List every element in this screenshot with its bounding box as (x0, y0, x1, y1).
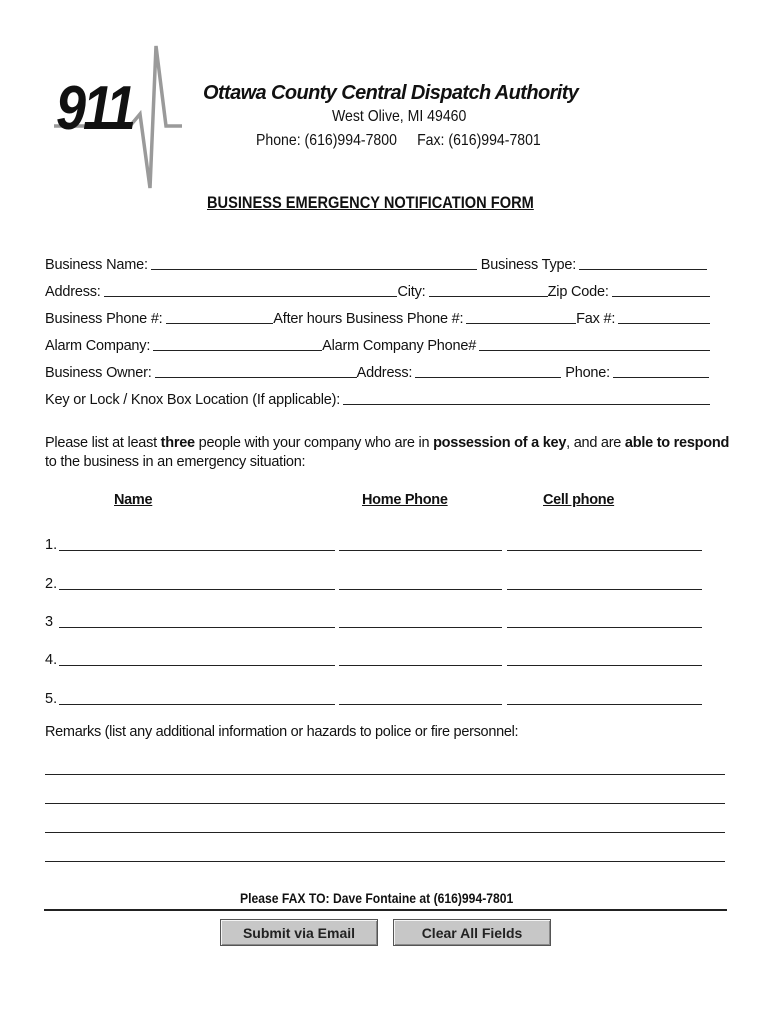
key-location-label: Key or Lock / Knox Box Location (If applicable): (45, 392, 341, 408)
keyholder-name-field[interactable] (59, 626, 335, 628)
alarm-company-phone-label: Alarm Company Phone# (322, 338, 477, 354)
address-field[interactable] (104, 282, 398, 297)
keyholder-cell-phone-field[interactable] (507, 588, 702, 590)
logo-text: 911 (56, 73, 134, 143)
keyholder-home-phone-field[interactable] (339, 703, 502, 705)
instructions-text: Please list at least (45, 435, 161, 451)
org-name: Ottawa County Central Dispatch Authority (203, 82, 579, 104)
org-contact-line (256, 132, 541, 150)
after-hours-phone-label: After hours Business Phone #: (273, 311, 464, 327)
zip-code-label: Zip Code: (547, 284, 609, 300)
after-hours-phone-field[interactable] (466, 309, 576, 324)
city-label: City: (397, 284, 426, 300)
footer-divider (44, 909, 727, 911)
owner-phone-label: Phone: (565, 365, 610, 381)
keyholder-row (45, 646, 705, 668)
911-logo (52, 44, 184, 190)
business-phone-field[interactable] (166, 309, 274, 324)
instructions-emphasis: possession of a key (433, 435, 567, 451)
instructions-text: people with your company who are in (194, 435, 434, 451)
instructions-emphasis: able to respond (624, 435, 730, 451)
keyholder-name-field[interactable] (59, 703, 335, 705)
field-row-address (45, 278, 710, 300)
fax-number-field[interactable] (618, 309, 710, 324)
row-number: 2. (45, 576, 58, 592)
keyholder-row (45, 570, 705, 592)
fax-label: Fax: (417, 132, 445, 149)
remarks-line[interactable] (45, 773, 725, 775)
keyholder-name-field[interactable] (59, 588, 335, 590)
row-number: 4. (45, 652, 58, 668)
remarks-line[interactable] (45, 860, 725, 862)
keyholder-home-phone-field[interactable] (339, 549, 502, 551)
form-title: BUSINESS EMERGENCY NOTIFICATION FORM (207, 193, 534, 212)
org-address: West Olive, MI 49460 (332, 108, 467, 125)
clear-all-fields-button[interactable]: Clear All Fields (393, 919, 551, 946)
column-header-home-phone: Home Phone (362, 492, 448, 508)
instructions-text: , and are (566, 435, 625, 451)
business-name-label: Business Name: (45, 257, 148, 273)
column-header-name: Name (114, 492, 153, 508)
owner-phone-field[interactable] (613, 363, 709, 378)
keyholder-row (45, 531, 705, 553)
fax-number: (616)994-7801 (448, 132, 541, 149)
phone-number: (616)994-7800 (304, 132, 397, 149)
remarks-label: Remarks (list any additional information or hazards to police or fire personnel: (45, 724, 519, 740)
business-type-label: Business Type: (480, 257, 577, 273)
business-owner-field[interactable] (155, 363, 357, 378)
keyholder-cell-phone-field[interactable] (507, 549, 702, 551)
keyholder-name-field[interactable] (59, 664, 335, 666)
fax-number-label: Fax #: (576, 311, 616, 327)
instructions-emphasis: three (160, 435, 195, 451)
row-number: 1. (45, 537, 58, 553)
keyholder-cell-phone-field[interactable] (507, 703, 702, 705)
owner-address-label: Address: (356, 365, 413, 381)
business-name-field[interactable] (151, 255, 477, 270)
field-row-phones (45, 305, 710, 327)
column-header-cell-phone: Cell phone (543, 492, 615, 508)
address-label: Address: (45, 284, 101, 300)
keyholder-home-phone-field[interactable] (339, 626, 502, 628)
zip-code-field[interactable] (612, 282, 710, 297)
keyholder-row (45, 685, 705, 707)
heartbeat-logo-graphic (52, 44, 184, 190)
row-number: 5. (45, 691, 58, 707)
fax-to-instructions: Please FAX TO: Dave Fontaine at (616)994-7801 (240, 891, 514, 906)
instructions-text: to the business in an emergency situation: (45, 454, 306, 470)
remarks-line[interactable] (45, 802, 725, 804)
field-row-key-location (45, 386, 710, 408)
field-row-alarm (45, 332, 710, 354)
business-type-field[interactable] (579, 255, 707, 270)
keyholder-row (45, 608, 705, 630)
owner-address-field[interactable] (415, 363, 561, 378)
business-owner-label: Business Owner: (45, 365, 152, 381)
phone-label: Phone: (256, 132, 301, 149)
city-field[interactable] (429, 282, 548, 297)
key-location-field[interactable] (343, 390, 710, 405)
row-number: 3 (45, 614, 54, 630)
business-phone-label: Business Phone #: (45, 311, 163, 327)
keyholder-home-phone-field[interactable] (339, 664, 502, 666)
field-row-owner (45, 359, 710, 381)
alarm-company-phone-field[interactable] (479, 336, 710, 351)
keyholder-cell-phone-field[interactable] (507, 664, 702, 666)
keyholder-cell-phone-field[interactable] (507, 626, 702, 628)
keyholder-instructions (45, 434, 735, 472)
alarm-company-label: Alarm Company: (45, 338, 151, 354)
keyholder-home-phone-field[interactable] (339, 588, 502, 590)
remarks-line[interactable] (45, 831, 725, 833)
field-row-business (45, 251, 710, 273)
keyholder-name-field[interactable] (59, 549, 335, 551)
alarm-company-field[interactable] (153, 336, 322, 351)
submit-via-email-button[interactable]: Submit via Email (220, 919, 378, 946)
